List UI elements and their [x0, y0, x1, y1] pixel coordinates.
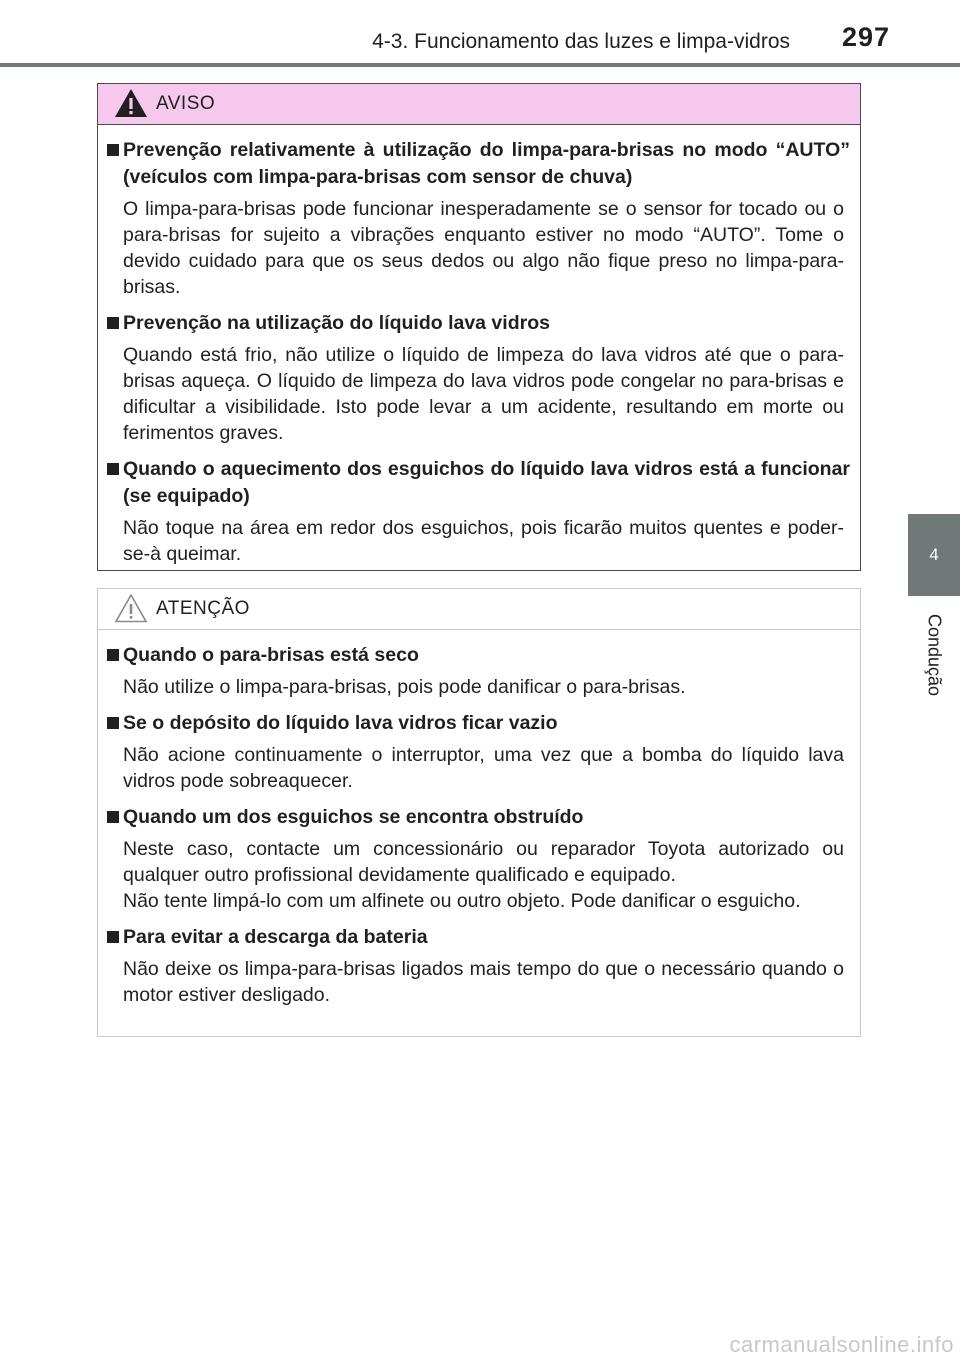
bullet-square-icon: [107, 463, 119, 475]
chapter-label: [908, 600, 960, 710]
chapter-title: Condução: [924, 613, 945, 697]
caution-item: [108, 924, 850, 1008]
section-title: 4-3. Funcionamento das luzes e limpa-vidros: [372, 30, 790, 53]
caution-box-title: ATENÇÃO: [156, 598, 250, 619]
bullet-square-icon: [107, 931, 119, 943]
caution-item: [108, 642, 850, 700]
warning-item: [108, 456, 850, 567]
chapter-tab: [908, 514, 960, 596]
bullet-square-icon: [107, 317, 119, 329]
chapter-number: 4: [929, 545, 939, 564]
caution-box-header: [98, 589, 860, 630]
warning-item-heading: Prevenção relativamente à utilização do limpa-para-brisas no modo “AUTO” (veículos com limpa-para-brisas com sensor de chuva): [123, 139, 850, 188]
warning-item-text: Quando está frio, não utilize o líquido de limpeza do lava vidros até que o para-brisas aqueça. O líquido de limpeza do lava vidros pode congelar no para-brisas e dificultar a visibilidade. Isto pode levar a um acidente, resultando em morte ou ferimentos graves.: [123, 344, 844, 444]
warning-item-text: O limpa-para-brisas pode funcionar inesperadamente se o sensor for tocado ou o para-brisas for sujeito a vibrações enquanto estiver no modo “AUTO”. Tome o devido cuidado para que os seus dedos ou algo não fique preso no limpa-para-brisas.: [123, 198, 844, 298]
caution-item-text: Não utilize o limpa-para-brisas, pois pode danificar o para-brisas.: [123, 676, 686, 698]
warning-box-header: [98, 84, 860, 125]
caution-item-text: Não tente limpá-lo com um alfinete ou outro objeto. Pode danificar o esguicho.: [123, 890, 801, 912]
bullet-square-icon: [107, 144, 119, 156]
warning-box-body: [98, 125, 860, 567]
caution-box: [97, 588, 861, 1037]
caution-item: [108, 710, 850, 794]
caution-item-heading: Quando um dos esguichos se encontra obstruído: [123, 806, 584, 828]
caution-item-heading: Quando o para-brisas está seco: [123, 644, 419, 666]
bullet-square-icon: [107, 717, 119, 729]
caution-item-heading: Se o depósito do líquido lava vidros ficar vazio: [123, 712, 558, 734]
caution-item-text: Não deixe os limpa-para-brisas ligados mais tempo do que o necessário quando o motor estiver desligado.: [123, 958, 844, 1006]
warning-item-heading: Prevenção na utilização do líquido lava vidros: [123, 312, 550, 334]
warning-triangle-icon: [114, 88, 148, 118]
header-rule: [0, 63, 960, 67]
caution-triangle-icon: [114, 593, 148, 623]
caution-item-heading: Para evitar a descarga da bateria: [123, 926, 428, 948]
warning-item-text: Não toque na área em redor dos esguichos, pois ficarão muitos quentes e poder-se-à queimar.: [123, 517, 844, 565]
bullet-square-icon: [107, 811, 119, 823]
warning-item: [108, 137, 850, 300]
warning-item-heading: Quando o aquecimento dos esguichos do líquido lava vidros está a funcionar (se equipado): [123, 458, 850, 507]
bullet-square-icon: [107, 649, 119, 661]
warning-box-title: AVISO: [156, 93, 216, 114]
page-header: [0, 0, 960, 68]
caution-item-text: Não acione continuamente o interruptor, uma vez que a bomba do líquido lava vidros pode sobreaquecer.: [123, 744, 844, 792]
caution-item-text: Neste caso, contacte um concessionário ou reparador Toyota autorizado ou qualquer outro profissional devidamente qualificado e equipado.: [123, 838, 844, 886]
warning-box: [97, 83, 861, 571]
watermark: carmanualsonline.info: [729, 1332, 954, 1357]
page-number: 297: [841, 22, 890, 52]
caution-item: [108, 804, 850, 914]
caution-box-body: [98, 630, 860, 1008]
warning-item: [108, 310, 850, 446]
